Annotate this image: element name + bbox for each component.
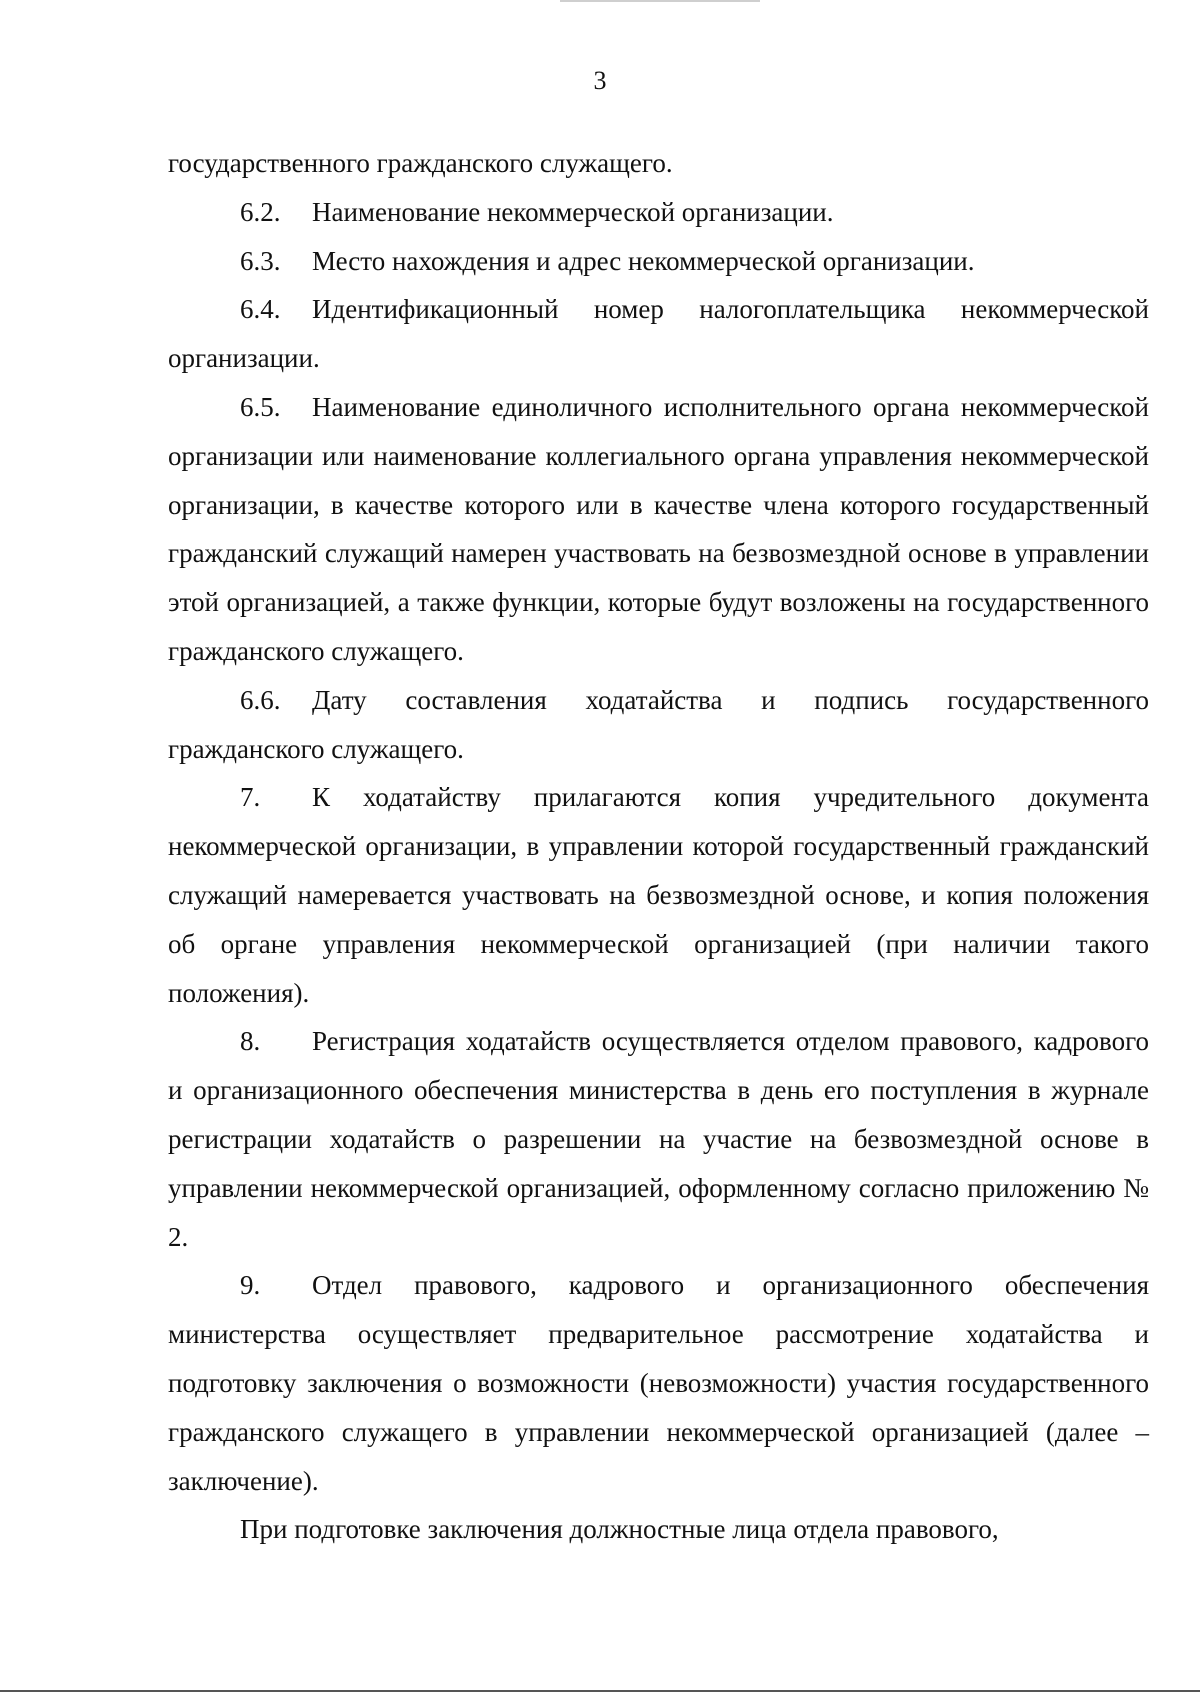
paragraph-text: При подготовке заключения должностные лица отдела правового, xyxy=(240,1514,999,1545)
page-number: 3 xyxy=(593,66,607,95)
paragraph-number: 6.6. xyxy=(240,684,281,715)
paragraph-closing xyxy=(168,1505,1149,1554)
paragraph-number: 6.5. xyxy=(240,391,281,422)
paragraph-text: государственного гражданского служащего. xyxy=(168,148,673,178)
paragraph-7 xyxy=(168,773,1149,1017)
paragraph-6-4 xyxy=(168,285,1149,383)
paragraph-continuation xyxy=(168,139,1149,188)
paragraph-6-3 xyxy=(168,237,1149,286)
paragraph-text: Место нахождения и адрес некоммерческой организации. xyxy=(312,245,975,276)
paragraph-9 xyxy=(168,1261,1149,1505)
page-bottom-edge xyxy=(0,1690,1200,1692)
paragraph-text: Дату составления ходатайства и подпись государственного гражданского служащего. xyxy=(168,684,1149,764)
paragraph-text: Идентификационный номер налогоплательщика некоммерческой организации. xyxy=(168,294,1149,374)
paragraph-number: 6.3. xyxy=(240,245,281,276)
paragraph-6-6 xyxy=(168,676,1149,774)
paragraph-6-2 xyxy=(168,188,1149,237)
paragraph-text: Регистрация ходатайств осуществляется отделом правового, кадрового и организационного обеспечения министерства в день его поступления в журнале регистрации ходатайств о разрешении на участие на безвозмездной основе в управлении некоммерческой организацией, оформленному согласно приложению № 2. xyxy=(168,1026,1149,1252)
paragraph-number: 7. xyxy=(240,782,261,813)
scan-edge-mark xyxy=(560,0,760,2)
paragraph-number: 9. xyxy=(240,1270,261,1301)
paragraph-text: Наименование некоммерческой организации. xyxy=(312,196,834,227)
paragraph-number: 8. xyxy=(240,1026,261,1057)
paragraph-text: Отдел правового, кадрового и организационного обеспечения министерства осуществляет предварительное рассмотрение ходатайства и подготовку заключения о возможности (невозможности) участия государственного гражданского служащего в управлении некоммерческой организацией (далее – заключение). xyxy=(168,1270,1149,1496)
document-body xyxy=(168,139,1149,1554)
paragraph-6-5 xyxy=(168,383,1149,676)
paragraph-number: 6.4. xyxy=(240,294,281,325)
paragraph-number: 6.2. xyxy=(240,196,281,227)
paragraph-8 xyxy=(168,1017,1149,1261)
paragraph-text: Наименование единоличного исполнительного органа некоммерческой организации или наименование коллегиального органа управления некоммерческой организации, в качестве которого или в качестве члена которого государственный гражданский служащий намерен участвовать на безвозмездной основе в управлении этой организацией, а также функции, которые будут возложены на государственного гражданского служащего. xyxy=(168,391,1149,666)
paragraph-text: К ходатайству прилагаются копия учредительного документа некоммерческой организации, в управлении которой государственный гражданский служащий намеревается участвовать на безвозмездной основе, и копия положения об органе управления некоммерческой организацией (при наличии такого положения). xyxy=(168,782,1149,1008)
